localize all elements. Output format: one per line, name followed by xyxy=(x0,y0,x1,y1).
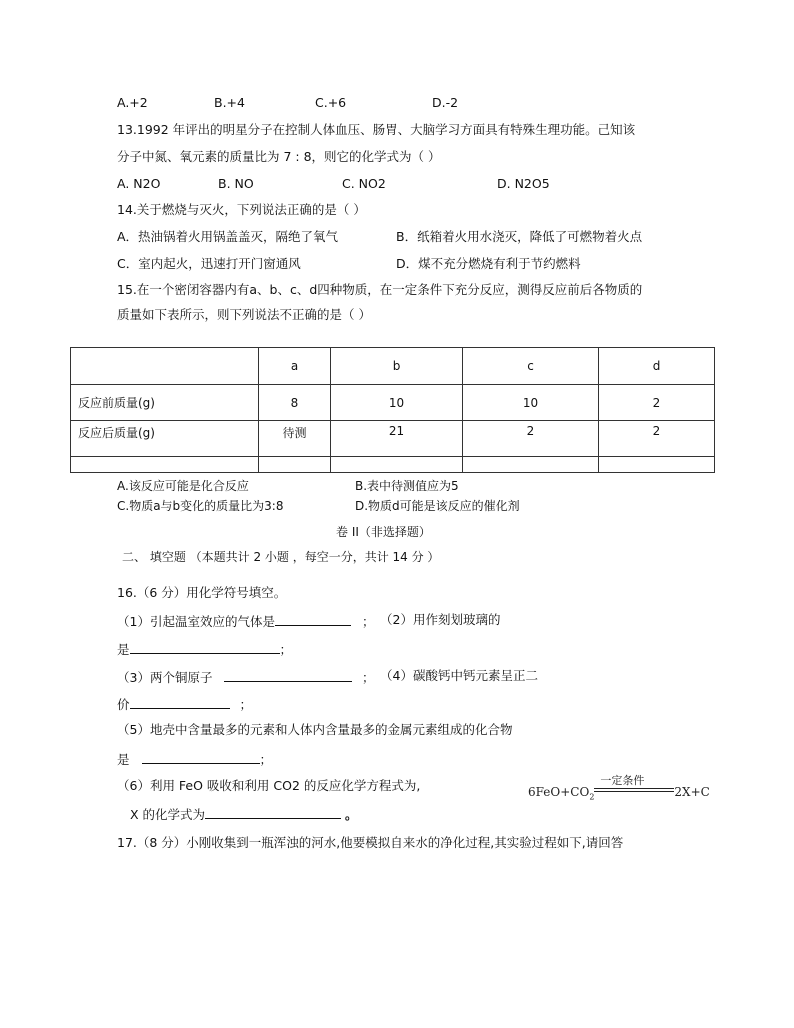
table-cell: 2 xyxy=(463,421,599,457)
table-header-row xyxy=(71,348,715,385)
q16-part5-text-b: 是 xyxy=(117,752,130,767)
q16-semicolon: ； xyxy=(362,614,375,629)
q15-option-d: D.物质d可能是该反应的催化剂 xyxy=(355,499,520,513)
table-header-cell xyxy=(71,348,259,385)
q16-part3-blank xyxy=(224,668,352,682)
equation-arrow xyxy=(594,774,674,796)
q16-part4-text-b: 价 xyxy=(117,697,130,712)
q12-option-c: C.+6 xyxy=(315,95,347,110)
section-title: 卷 II（非选择题） xyxy=(336,525,431,539)
q16-part4-blank xyxy=(130,695,230,709)
q16-part4: （4）碳酸钙中钙元素呈正二 xyxy=(380,668,538,683)
mass-table xyxy=(70,347,715,473)
q16-period: 。 xyxy=(345,807,358,822)
q16-part5-answer xyxy=(117,750,272,768)
table-row-label: 反应前质量(g) xyxy=(71,385,259,421)
q14-option-a: A．热油锅着火用锅盖盖灭，隔绝了氧气 xyxy=(117,229,339,244)
table-empty-row xyxy=(71,457,715,473)
q16-part1-text: （1）引起温室效应的气体是 xyxy=(117,614,275,629)
q16-part6-text-b: X 的化学式为 xyxy=(130,807,206,822)
equation-subscript: 2 xyxy=(589,792,595,802)
q15-option-a: A.该反应可能是化合反应 xyxy=(117,479,249,493)
table-header-cell: d xyxy=(599,348,715,385)
q15-option-c: C.物质a与b变化的质量比为3:8 xyxy=(117,499,284,513)
q13-option-c: C. NO2 xyxy=(342,176,386,191)
q16-semicolon: ； xyxy=(362,670,375,685)
table-row xyxy=(71,421,715,457)
q13-stem-line2: 分子中氮、氧元素的质量比为 7 : 8，则它的化学式为（ ） xyxy=(117,149,441,164)
q16-part3 xyxy=(117,668,352,686)
q16-part6-blank xyxy=(205,805,341,819)
equation-left: 6FeO+CO xyxy=(528,785,590,799)
table-cell: 2 xyxy=(599,385,715,421)
q16-stem: 16.（6 分）用化学符号填空。 xyxy=(117,585,287,600)
q16-semicolon: ； xyxy=(259,752,273,767)
table-cell: 2 xyxy=(599,421,715,457)
q16-part2-answer xyxy=(117,640,292,658)
q14-option-b: B．纸箱着火用水浇灭，降低了可燃物着火点 xyxy=(396,229,643,244)
q15-stem-line2: 质量如下表所示，则下列说法不正确的是（ ） xyxy=(117,307,371,322)
table-cell: 待测 xyxy=(259,421,331,457)
q13-option-d: D. N2O5 xyxy=(497,176,550,191)
q16-semicolon: ； xyxy=(239,697,253,712)
q14-option-c: C．室内起火，迅速打开门窗通风 xyxy=(117,256,301,271)
q14-option-d: D．煤不充分燃烧有利于节约燃料 xyxy=(396,256,581,271)
q12-option-b: B.+4 xyxy=(214,95,245,110)
q16-part2-blank xyxy=(130,640,280,654)
q16-part4-answer xyxy=(117,695,252,713)
table-cell: 8 xyxy=(259,385,331,421)
equation-condition: 一定条件 xyxy=(600,774,645,787)
table-header-cell: a xyxy=(259,348,331,385)
q15-stem-line1: 15.在一个密闭容器内有a、b、c、d四种物质，在一定条件下充分反应，测得反应前后各物质的 xyxy=(117,282,643,297)
table-cell: 10 xyxy=(331,385,463,421)
q13-stem-line1: 13.1992 年评出的明星分子在控制人体血压、肠胃、大脑学习方面具有特殊生理功能。己知该 xyxy=(117,122,636,137)
q17-stem: 17.（8 分）小刚收集到一瓶浑浊的河水,他要模拟自来水的净化过程,其实验过程如下,请回答 xyxy=(117,835,624,850)
q16-part5-blank xyxy=(142,750,260,764)
section-heading: 二、 填空题 （本题共计 2 小题 ，每空一分，共计 14 分 ） xyxy=(122,550,440,564)
q16-part6-answer xyxy=(130,805,358,823)
q16-part1 xyxy=(117,612,351,630)
table-row xyxy=(71,385,715,421)
q16-part2-text-b: 是 xyxy=(117,642,130,657)
q13-option-b: B. NO xyxy=(218,176,254,191)
q16-part2: （2）用作刻划玻璃的 xyxy=(380,612,501,627)
q16-part3-text: （3）两个铜原子 xyxy=(117,670,213,685)
q15-option-b: B.表中待测值应为5 xyxy=(355,479,459,493)
equation-right: 2X+C xyxy=(674,785,710,799)
q13-option-a: A. N2O xyxy=(117,176,161,191)
q12-option-a: A.+2 xyxy=(117,95,148,110)
q12-option-d: D.-2 xyxy=(432,95,459,110)
table-cell: 21 xyxy=(331,421,463,457)
q16-part6: （6）利用 FeO 吸收和利用 CO2 的反应化学方程式为, xyxy=(117,778,421,793)
table-row-label: 反应后质量(g) xyxy=(71,421,259,457)
table-header-cell: b xyxy=(331,348,463,385)
chemical-equation xyxy=(528,774,710,802)
q16-semicolon: ； xyxy=(279,642,293,657)
q14-stem: 14.关于燃烧与灭火，下列说法正确的是（ ） xyxy=(117,202,366,217)
q16-part1-blank xyxy=(275,612,351,626)
q16-part5: （5）地壳中含量最多的元素和人体内含量最多的金属元素组成的化合物 xyxy=(117,722,513,737)
table-cell: 10 xyxy=(463,385,599,421)
table-header-cell: c xyxy=(463,348,599,385)
